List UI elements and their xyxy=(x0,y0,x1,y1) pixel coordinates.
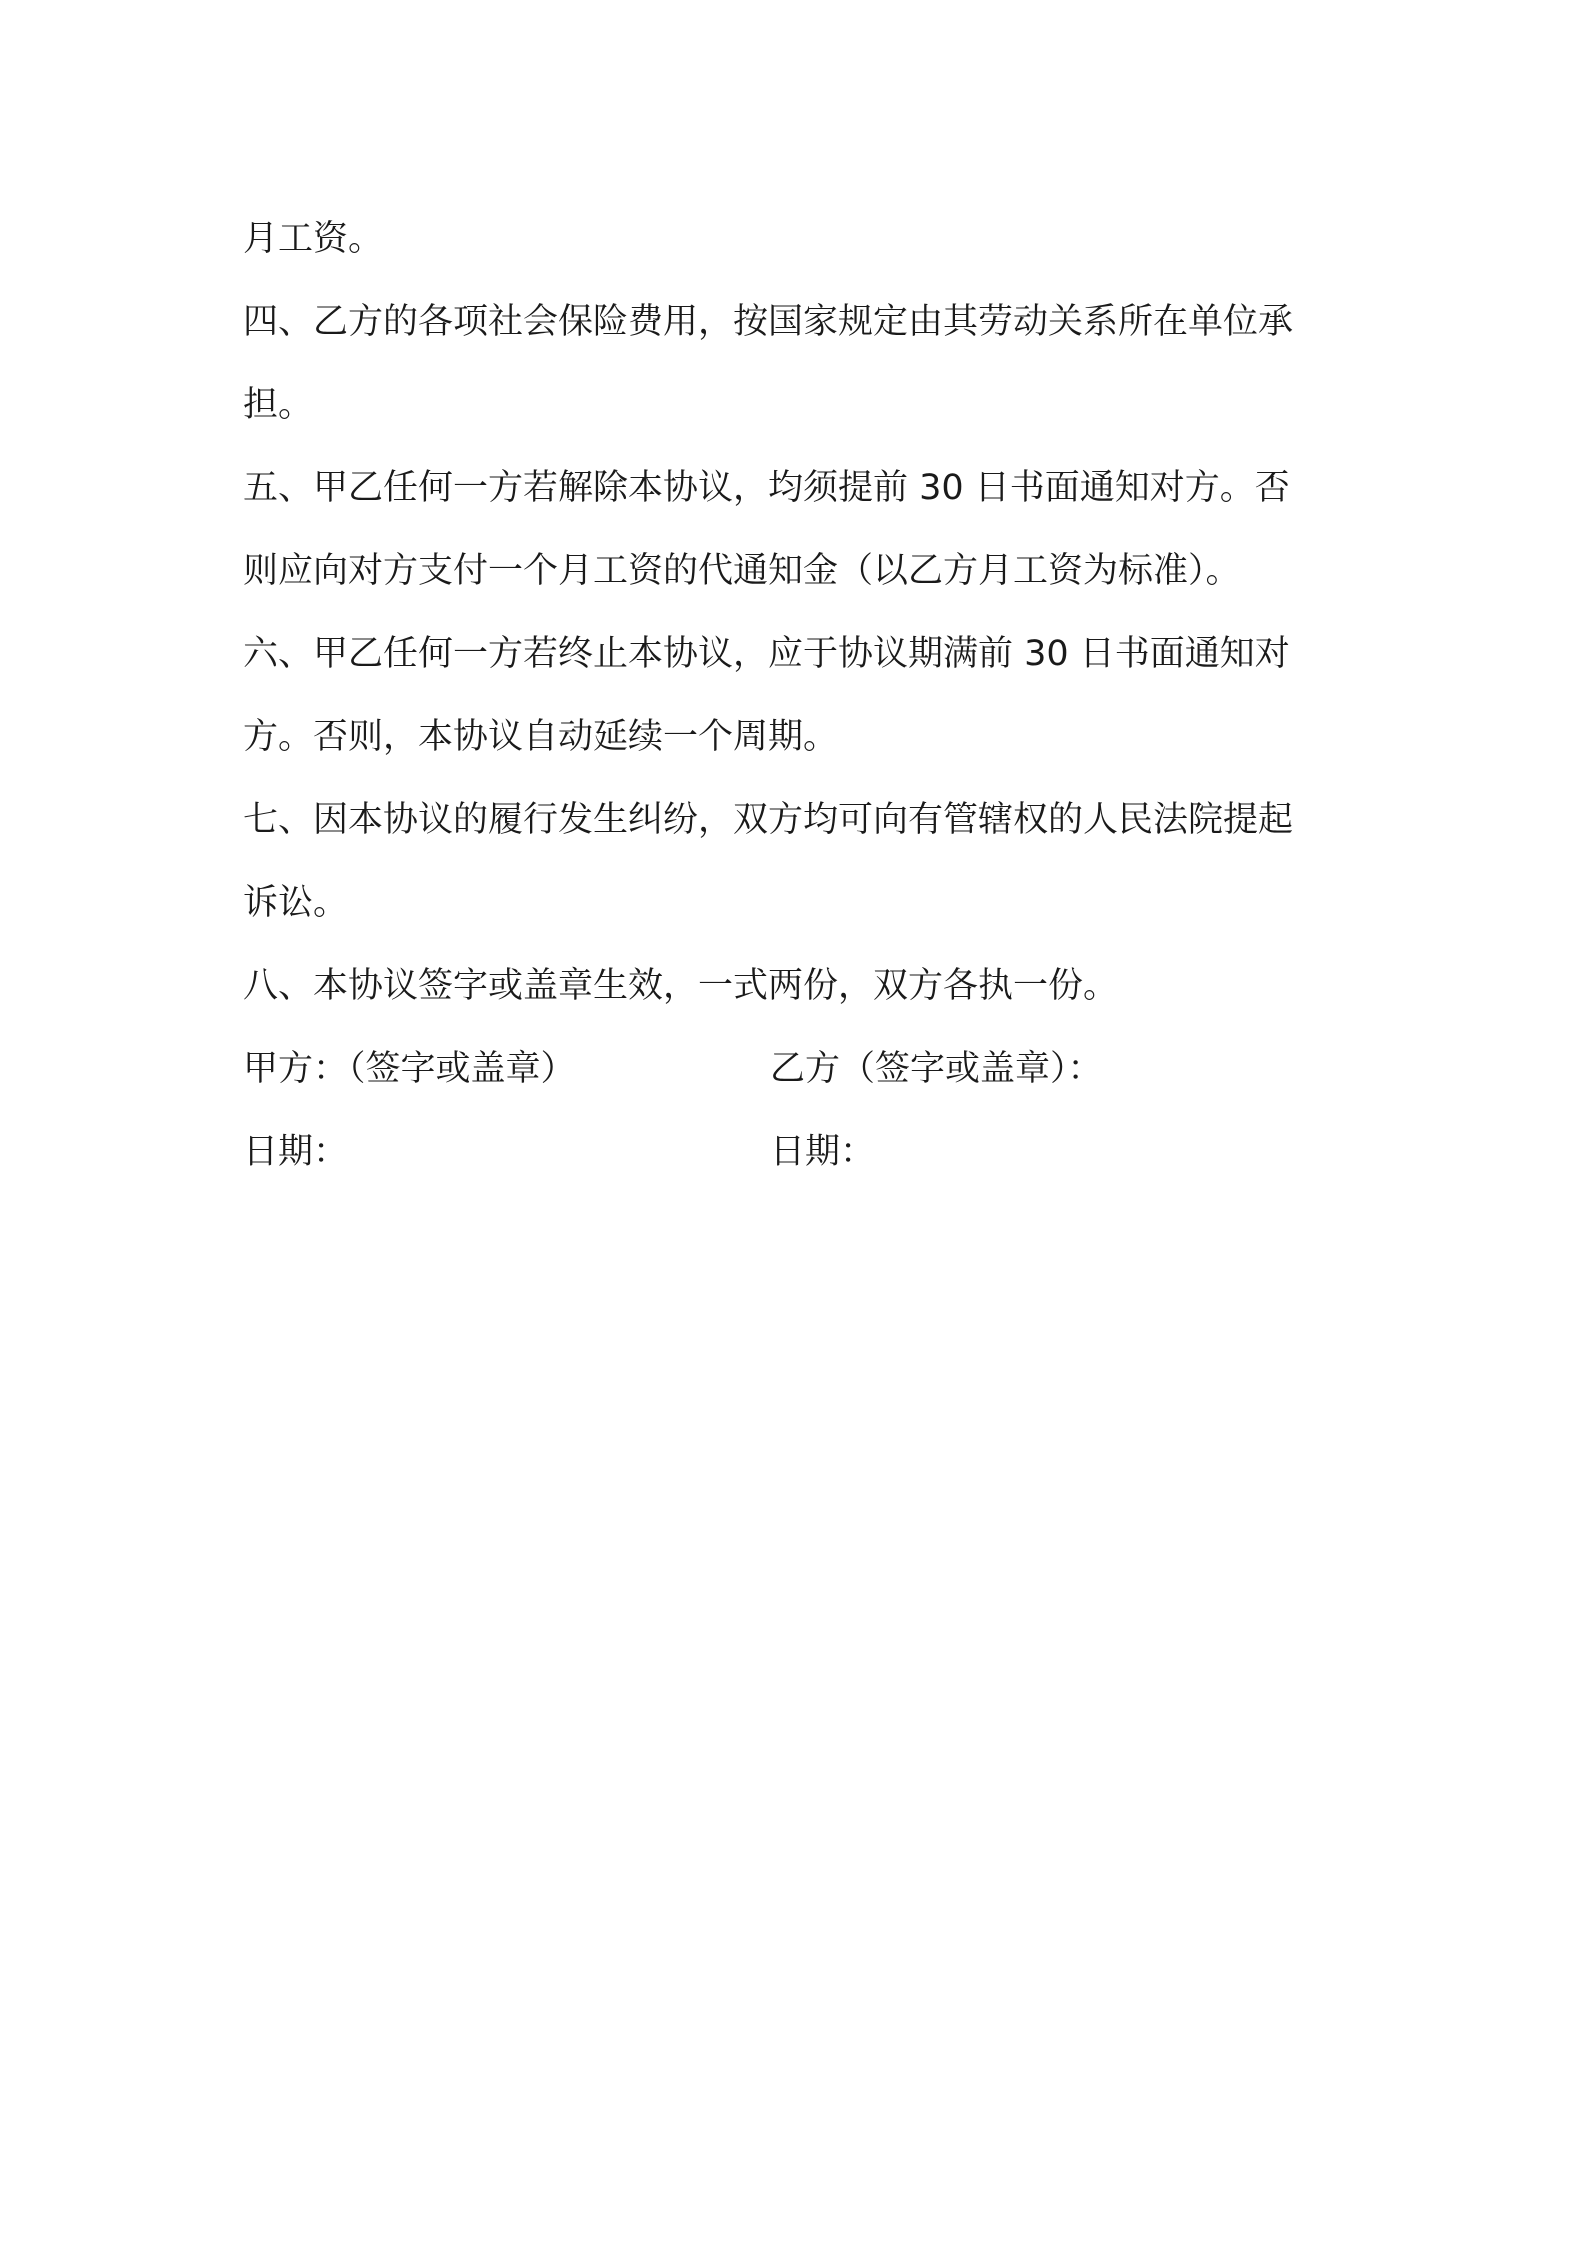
text-line: 方。否则，本协议自动延续一个周期。 xyxy=(243,717,839,757)
text-line: 则应向对方支付一个月工资的代通知金（以乙方月工资为标准）。 xyxy=(243,551,1241,591)
text-line: 七、因本协议的履行发生纠纷，双方均可向有管辖权的人民法院提起 xyxy=(243,800,1294,840)
clause-8 xyxy=(243,945,1363,1028)
date-row xyxy=(243,1111,1363,1194)
document-body xyxy=(243,198,1363,1194)
text-line: 八、本协议签字或盖章生效，一式两份，双方各执一份。 xyxy=(243,966,1119,1006)
clause-4 xyxy=(243,281,1363,447)
clause-continuation xyxy=(243,198,1363,281)
text-line: 月工资。 xyxy=(243,219,384,259)
text-line: 担。 xyxy=(243,385,314,425)
party-b-date-label: 日期： xyxy=(770,1132,876,1172)
party-a-date-label: 日期： xyxy=(243,1132,349,1172)
text-line: 五、甲乙任何一方若解除本协议，均须提前 30 日书面通知对方。否 xyxy=(243,468,1290,508)
text-line: 四、乙方的各项社会保险费用，按国家规定由其劳动关系所在单位承 xyxy=(243,302,1294,342)
text-line: 诉讼。 xyxy=(243,883,349,923)
party-b-signature-label: 乙方（签字或盖章）： xyxy=(770,1049,1103,1089)
signature-row xyxy=(243,1028,1363,1111)
party-a-signature-label: 甲方：（签字或盖章） xyxy=(243,1049,576,1089)
clause-6 xyxy=(243,613,1363,779)
clause-5 xyxy=(243,447,1363,613)
clause-7 xyxy=(243,779,1363,945)
text-line: 六、甲乙任何一方若终止本协议，应于协议期满前 30 日书面通知对 xyxy=(243,634,1290,674)
